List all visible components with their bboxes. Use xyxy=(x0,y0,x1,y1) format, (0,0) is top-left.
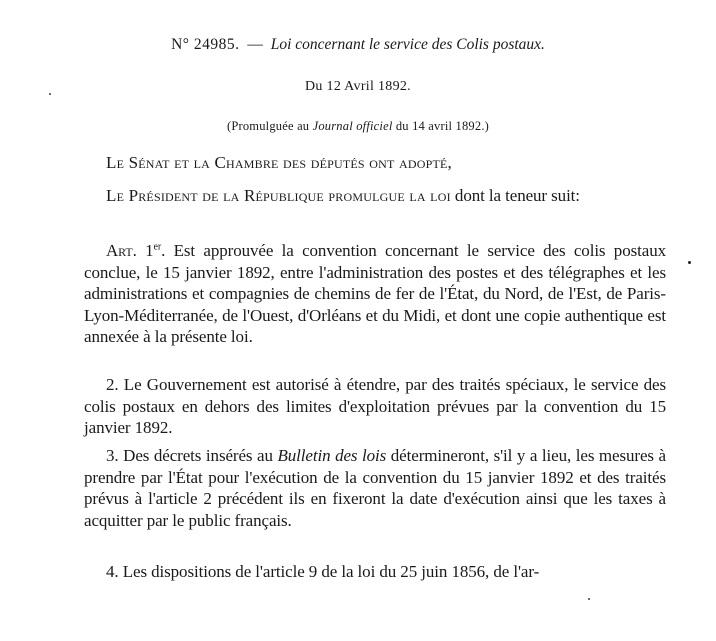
ink-speck xyxy=(588,598,590,600)
article-3-number: 3. xyxy=(106,446,119,465)
article-3 xyxy=(84,445,666,531)
article-1-label-sup: er xyxy=(153,241,162,253)
law-title: Loi concernant le service des Colis postaux. xyxy=(270,36,545,53)
ink-speck xyxy=(49,93,51,95)
president-smallcaps: Le Président de la République promulgue la loi xyxy=(106,186,451,205)
article-2-text: Le Gouvernement est autorisé à étendre, par des traités spéciaux, le service des colis postaux en dehors des limites d'exploitation prévues par la convention du 15 janvier 1892. xyxy=(84,375,666,437)
article-4 xyxy=(84,561,666,583)
preamble-president xyxy=(84,185,666,207)
article-1-label: Art. 1 xyxy=(106,241,154,260)
article-2-number: 2. xyxy=(106,375,119,394)
article-3-text-after: détermineront, s'il y a lieu, les mesures à prendre par l'État pour l'exécution de la convention du 15 janvier 1892 et des traités prévus à l'article 2 précédent ils en fixeront la date d'exécution ainsi que les taxes à acquitter par le public français. xyxy=(84,446,666,530)
law-title-line xyxy=(0,36,716,54)
article-3-text-before: Des décrets insérés au xyxy=(118,446,278,465)
title-dash: — xyxy=(247,36,263,53)
senat-text: Le Sénat et la Chambre des députés ont adopté, xyxy=(106,153,452,172)
preamble-senat xyxy=(84,152,666,174)
article-4-text: Les dispositions de l'article 9 de la loi du 25 juin 1856, de l'ar- xyxy=(118,562,540,581)
promulgation-journal: Journal officiel xyxy=(312,119,393,133)
ink-speck xyxy=(688,261,691,264)
promulgation-note xyxy=(0,119,716,134)
promulgation-prefix: (Promulguée au xyxy=(226,119,313,133)
article-2 xyxy=(84,374,666,439)
article-1-text: . Est approuvée la convention concernant le service des colis postaux conclue, le 15 janvier 1892, entre l'administration des postes et des télégraphes et les administrations et compagnies de chemins de fer de l'État, du Nord, de l'Est, de Paris-Lyon-Méditerranée, de l'Ouest, d'Orléans et du Midi, et dont une copie authentique est annexée à la présente loi. xyxy=(84,241,666,346)
article-3-bulletin: Bulletin des lois xyxy=(277,446,387,465)
law-number: N° 24985. xyxy=(171,36,240,53)
article-4-number: 4. xyxy=(106,562,119,581)
president-rest: dont la teneur suit: xyxy=(450,186,580,205)
article-1 xyxy=(84,240,666,348)
law-date: Du 12 Avril 1892. xyxy=(305,79,411,94)
promulgation-suffix: du 14 avril 1892.) xyxy=(392,119,490,133)
